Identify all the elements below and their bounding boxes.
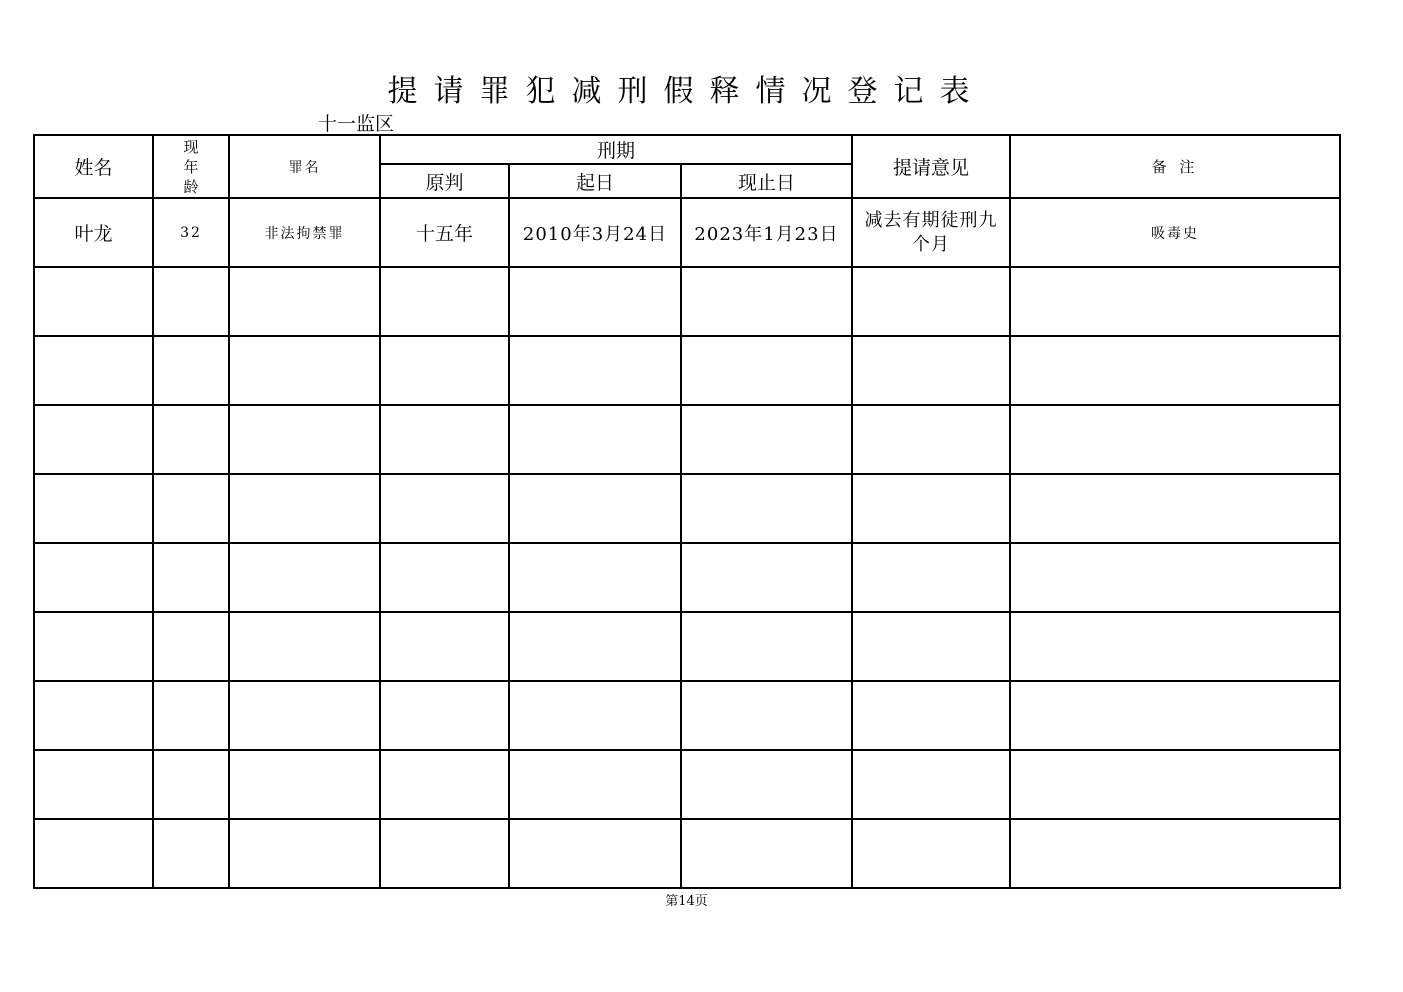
cell-current-end: [681, 543, 852, 612]
cell-age: [153, 612, 229, 681]
header-age: [153, 135, 229, 198]
cell-age: [153, 405, 229, 474]
cell-original: [380, 267, 509, 336]
cell-age: [153, 474, 229, 543]
cell-start: [509, 681, 681, 750]
cell-original: [380, 750, 509, 819]
cell-name: [34, 543, 153, 612]
header-row-1: [34, 135, 1340, 164]
cell-crime: [229, 336, 380, 405]
header-original: 原判: [380, 164, 509, 198]
header-opinion: 提请意见: [852, 135, 1010, 198]
header-name: 姓名: [34, 135, 153, 198]
cell-age: [153, 819, 229, 888]
cell-start: [509, 543, 681, 612]
header-remarks: 备 注: [1010, 135, 1340, 198]
cell-current-end: [681, 681, 852, 750]
cell-start: [509, 405, 681, 474]
cell-opinion: [852, 750, 1010, 819]
cell-start: [509, 750, 681, 819]
table-row: [34, 543, 1340, 612]
cell-opinion: [852, 681, 1010, 750]
cell-start: [509, 474, 681, 543]
page-title: 提请罪犯减刑假释情况登记表: [387, 74, 986, 109]
cell-crime: [229, 543, 380, 612]
cell-opinion: [852, 474, 1010, 543]
cell-name: [34, 750, 153, 819]
cell-start: [509, 336, 681, 405]
cell-original: 十五年: [380, 198, 509, 267]
cell-original: [380, 474, 509, 543]
cell-age: 32: [153, 198, 229, 267]
cell-remarks: [1010, 405, 1340, 474]
cell-opinion: [852, 405, 1010, 474]
table-row: [34, 198, 1340, 267]
cell-name: [34, 612, 153, 681]
cell-age: [153, 267, 229, 336]
cell-age: [153, 750, 229, 819]
cell-opinion: [852, 612, 1010, 681]
cell-opinion: [852, 336, 1010, 405]
cell-remarks: [1010, 267, 1340, 336]
cell-age: [153, 543, 229, 612]
header-sentence-group: 刑期: [380, 135, 852, 164]
cell-remarks: [1010, 336, 1340, 405]
cell-remarks: [1010, 750, 1340, 819]
register-table: [33, 134, 1341, 889]
cell-current-end: [681, 336, 852, 405]
cell-start: [509, 612, 681, 681]
cell-remarks: [1010, 681, 1340, 750]
cell-remarks: [1010, 474, 1340, 543]
cell-age: [153, 681, 229, 750]
cell-name: [34, 474, 153, 543]
cell-current-end: 2023年1月23日: [681, 198, 852, 267]
cell-name: [34, 405, 153, 474]
table-row: [34, 819, 1340, 888]
header-current-end: 现止日: [681, 164, 852, 198]
cell-name: [34, 819, 153, 888]
cell-start: [509, 819, 681, 888]
cell-current-end: [681, 474, 852, 543]
cell-crime: [229, 750, 380, 819]
cell-crime: [229, 819, 380, 888]
table-row: [34, 750, 1340, 819]
cell-original: [380, 612, 509, 681]
table-row: [34, 681, 1340, 750]
cell-original: [380, 819, 509, 888]
cell-opinion: 减去有期徒刑九个月: [852, 198, 1010, 267]
cell-original: [380, 405, 509, 474]
cell-opinion: [852, 819, 1010, 888]
cell-current-end: [681, 267, 852, 336]
cell-original: [380, 336, 509, 405]
cell-crime: 非法拘禁罪: [229, 198, 380, 267]
header-age-char: 年: [183, 157, 199, 176]
cell-original: [380, 543, 509, 612]
cell-current-end: [681, 819, 852, 888]
header-age-char: 龄: [183, 177, 199, 196]
cell-crime: [229, 267, 380, 336]
cell-start: [509, 267, 681, 336]
cell-age: [153, 336, 229, 405]
header-crime: 罪名: [229, 135, 380, 198]
cell-remarks: [1010, 819, 1340, 888]
cell-start: 2010年3月24日: [509, 198, 681, 267]
cell-remarks: [1010, 543, 1340, 612]
cell-remarks: 吸毒史: [1010, 198, 1340, 267]
cell-crime: [229, 405, 380, 474]
table-row: [34, 267, 1340, 336]
cell-opinion: [852, 543, 1010, 612]
cell-original: [380, 681, 509, 750]
cell-name: [34, 267, 153, 336]
table-row: [34, 405, 1340, 474]
cell-current-end: [681, 750, 852, 819]
cell-name: [34, 336, 153, 405]
page-number: 第14页: [665, 894, 708, 909]
cell-opinion: [852, 267, 1010, 336]
cell-crime: [229, 474, 380, 543]
cell-current-end: [681, 612, 852, 681]
table-row: [34, 474, 1340, 543]
cell-remarks: [1010, 612, 1340, 681]
header-age-char: 现: [183, 137, 199, 156]
cell-crime: [229, 681, 380, 750]
cell-current-end: [681, 405, 852, 474]
cell-name: [34, 681, 153, 750]
cell-crime: [229, 612, 380, 681]
header-start: 起日: [509, 164, 681, 198]
cell-name: 叶龙: [34, 198, 153, 267]
table-row: [34, 336, 1340, 405]
unit-label: 十一监区: [318, 113, 395, 135]
table-row: [34, 612, 1340, 681]
